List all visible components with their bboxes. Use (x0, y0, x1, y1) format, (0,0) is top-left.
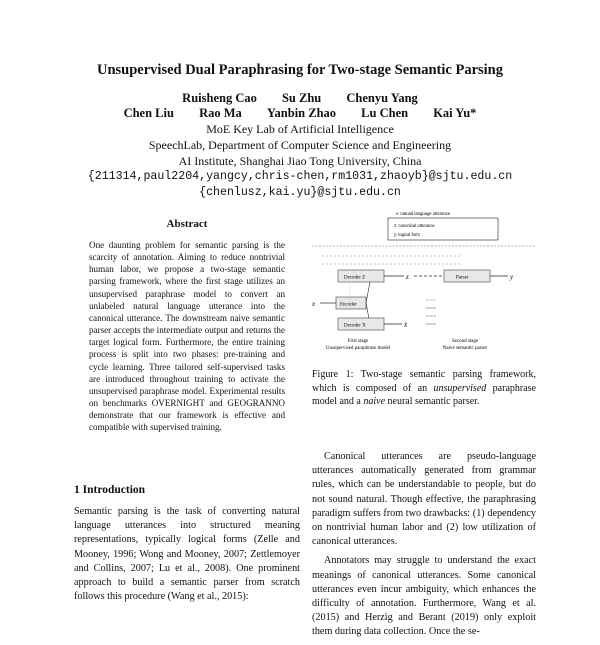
paper-title: Unsupervised Dual Paraphrasing for Two-stage Semantic Parsing (96, 62, 503, 78)
author-name: Su Zhu (281, 91, 322, 105)
stage2-subtitle: Naive semantic parser (442, 346, 488, 351)
authors-row-2 (0, 106, 600, 121)
author-name: Lu Chen (361, 106, 409, 120)
author-name: Chen Liu (123, 106, 174, 120)
parser-label: Parser (456, 275, 469, 281)
email-line: {211314,paul2204,yangcy,chris-chen,rm1031,zhaoyb}@sjtu.edu.cn (87, 170, 513, 183)
svg-text:z: z (406, 273, 409, 281)
stage1-title: First stage (347, 339, 369, 344)
figure-caption: Figure 1: Two-stage semantic parsing framework, which is composed of an unsupervised paraphrase model and a naive neural semantic parser. (312, 369, 536, 408)
stage1-subtitle: Unsupervised paraphrase model (325, 346, 391, 351)
abstract-heading: Abstract (166, 218, 208, 230)
email-line: {chenlusz,kai.yu}@sjtu.edu.cn (199, 186, 401, 199)
right-column-body (312, 450, 536, 645)
legend-nl: x: natural language utterance (396, 211, 451, 216)
author-name: Kai Yu* (433, 106, 477, 120)
stage2-title: Second stage (451, 339, 479, 344)
encoder-label: Encoder (340, 302, 357, 308)
author-name: Chenyu Yang (346, 91, 418, 105)
arrow (366, 282, 370, 303)
svg-text:y: y (510, 273, 514, 281)
affiliation-line: SpeechLab, Department of Computer Science and Engineering (148, 138, 452, 152)
affiliation-line: AI Institute, Shanghai Jiao Tong University, China (178, 154, 422, 168)
decoder-x-label: Decoder X (344, 323, 366, 329)
legend-lf: y: logical form (394, 232, 420, 237)
author-name: Ruisheng Cao (182, 91, 257, 105)
abstract-body: One daunting problem for semantic parsing is the scarcity of annotation. Aiming to reduce nontrivial human labor, we propose a two-stage semantic parsing framework, where the first stage utilizes an unsupervised paraphrase model to convert an unlabeled natural language utterance into the canonical utterance. The downstream naive semantic parser accepts the intermediate output and returns the target logical form. Furthermore, the entire training process is split into two phases: pre-training and cycle learning. Three tailored self-supervised tasks are introduced throughout training to activate the unsupervised paraphrase model. Experimental results on benchmarks OVERNIGHT and GEOGRANNO demonstrate that our framework is effective and compatible with supervised training. (89, 240, 285, 433)
framework-figure (310, 208, 538, 354)
author-name: Rao Ma (199, 106, 242, 120)
paragraph: Annotators may struggle to understand the exact meanings of canonical utterances. Some canonical utterances even incur ambiguity, which enhances the difficulty of annotation. Furthermore, Wang et al. (2015) and Herzig and Berant (2019) only exploit them during data collection. Once the se- (312, 555, 536, 638)
authors-row-1 (0, 91, 600, 106)
introduction-body: Semantic parsing is the task of converting natural language utterances into structured meaning representations, typically logical forms (Zelle and Mooney, 1996; Wong and Mooney, 2007; Zettlemoyer and Collins, 2007; Lu et al., 2008). One prominent approach to build a semantic parser from scratch follows this procedure (Wang et al., 2015): (74, 506, 300, 603)
svg-text:x: x (312, 300, 316, 308)
legend-can: z: canonical utterance (394, 223, 435, 228)
introduction-heading: 1 Introduction (74, 484, 146, 496)
affiliation-line: MoE Key Lab of Artificial Intelligence (206, 122, 394, 136)
author-name: Yanbin Zhao (266, 106, 337, 120)
decoder-z-label: Decoder Z (344, 275, 366, 281)
paragraph: Canonical utterances are pseudo-language utterances automatically generated from grammar rules, which can be understandable to people, but do not sound natural. Though effective, the paraphrasing paradigm suffers from two drawbacks: (1) dependency on nontrivial human labor and (2) low utilization of canonical utterances. (312, 451, 536, 548)
svg-text:x̂: x̂ (404, 321, 408, 329)
